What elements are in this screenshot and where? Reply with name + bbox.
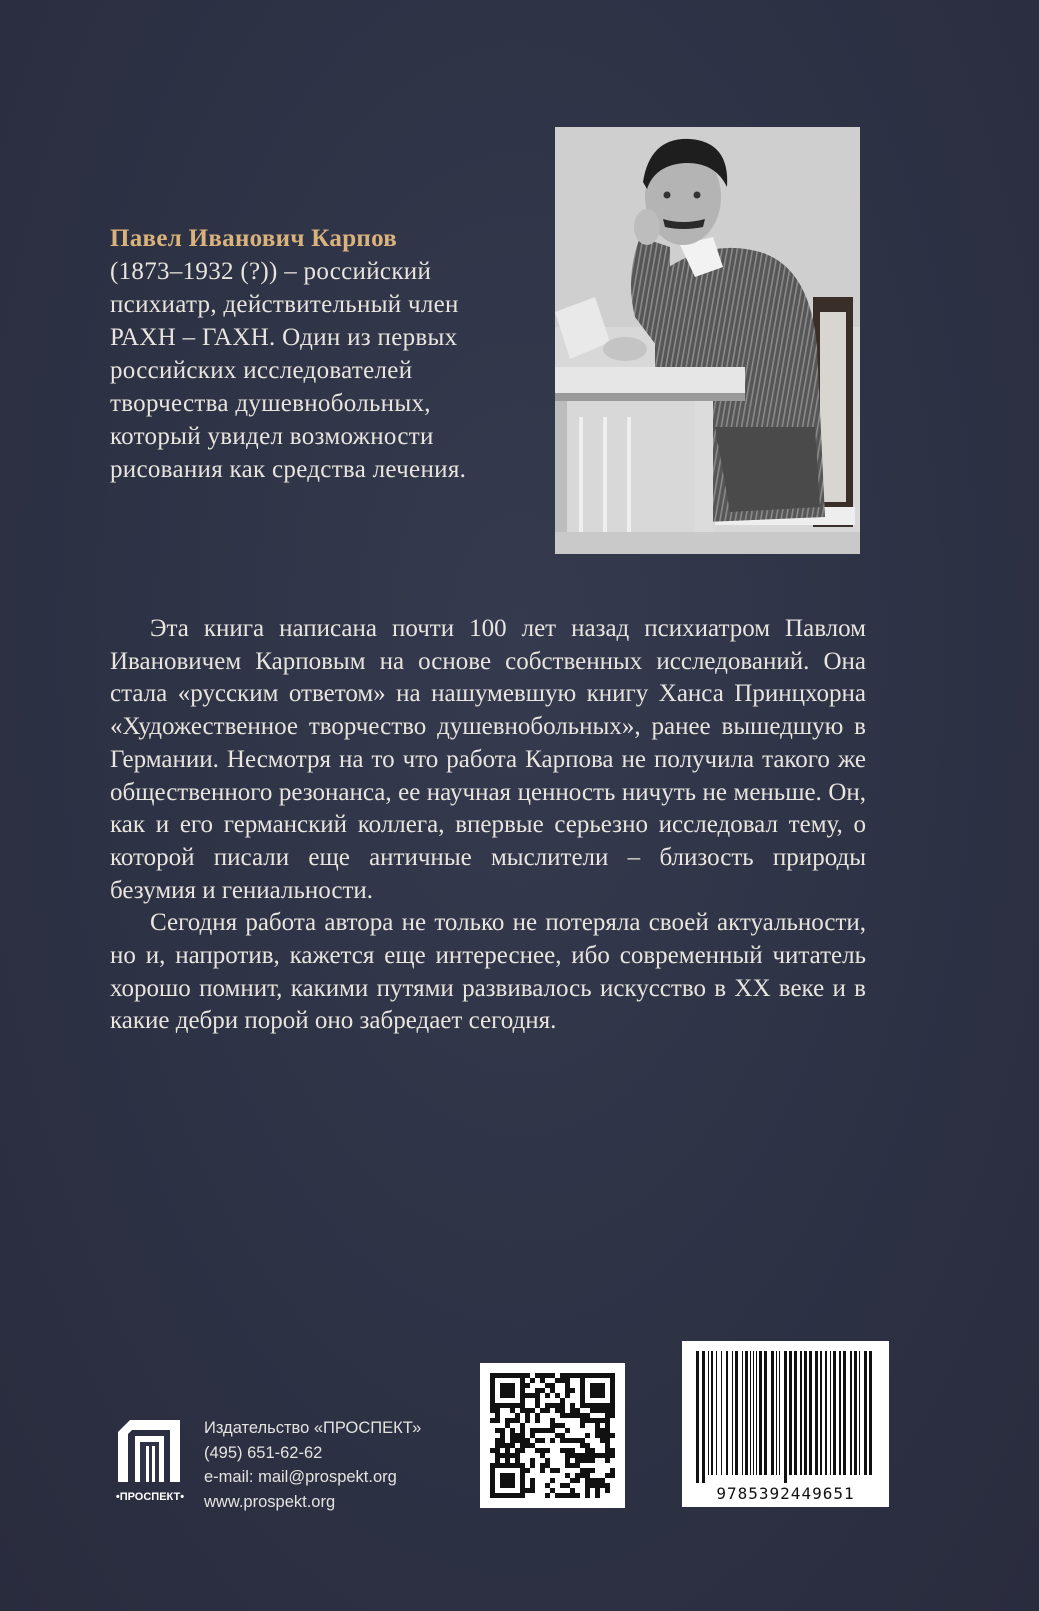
publisher-phone: (495) 651-62-62 (204, 1443, 323, 1462)
publisher-name: Издательство «ПРОСПЕКТ» (204, 1419, 422, 1437)
author-photo (555, 127, 860, 554)
isbn-barcode (682, 1341, 889, 1507)
publisher-logo (110, 1418, 190, 1504)
publisher-email: e-mail: mail@prospekt.org (204, 1468, 397, 1486)
logo-label: •ПРОСПЕКТ• (115, 1491, 185, 1503)
publisher-website: www.prospekt.org (204, 1492, 336, 1511)
book-description (110, 613, 866, 1038)
author-bio (110, 222, 510, 486)
author-name: Павел Иванович Карпов (110, 225, 398, 252)
isbn-number: 9785392449651 (716, 1484, 855, 1503)
author-bio-text: (1873–1932 (?)) – российский психиатр, действительный член РАХН – ГАХН. Один из первых российских исследователей творчества душевнобольных, который увидел возможности рисования как средства лечения. (110, 258, 467, 483)
description-paragraph: Сегодня работа автора не только не потеряла своей актуальности, но и, напротив, кажется еще интереснее, ибо современный читатель хорошо помнит, какими путями развивалось искусство в XX веке и в какие дебри порой оно забредает сегодня. (110, 909, 866, 1035)
publisher-info (204, 1416, 421, 1514)
qr-code (480, 1363, 625, 1508)
description-paragraph: Эта книга написана почти 100 лет назад психиатром Павлом Ивановичем Карповым на основе собственных исследований. Она стала «русским ответом» на нашумевшую книгу Ханса Принцхорна «Художественное творчество душевнобольных», ранее вышедшую в Германии. Несмотря на то что работа Карпова не получила такого же общественного резонанса, ее научная ценность ничуть не меньше. Он, как и его германский коллега, впервые серьезно исследовал тему, о которой писали еще античные мыслители – близость природы безумия и гениальности. (110, 615, 866, 904)
